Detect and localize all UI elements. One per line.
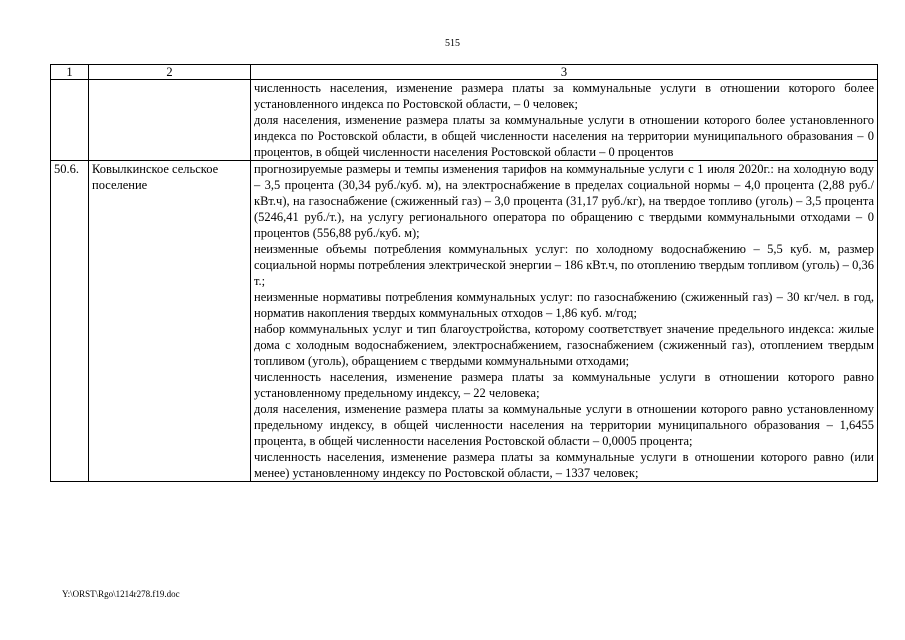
paragraph: численность населения, изменение размера платы за коммунальные услуги в отношении которого равно установленному предельному индексу, – 22 человека; xyxy=(254,370,874,400)
settlement-name xyxy=(89,80,251,161)
paragraph: доля населения, изменение размера платы за коммунальные услуги в отношении которого более установленного индекса по Ростовской области, в общей численности населения на территории муниципального образования – 0 процентов, в общей численности населения Ростовской области – 0 процентов xyxy=(254,113,874,159)
document-table xyxy=(50,64,878,482)
page-number: 515 xyxy=(445,38,460,49)
row-content xyxy=(251,80,878,161)
paragraph: доля населения, изменение размера платы за коммунальные услуги в отношении которого равно установленному предельному индексу, в общей численности населения на территории муниципального образования – 1,6455 процента, в общей численности населения Ростовской области – 0,0005 процента; xyxy=(254,402,874,448)
paragraph: неизменные нормативы потребления коммунальных услуг: по газоснабжению (сжиженный газ) – 30 кг/чел. в год, норматив накопления твердых коммунальных отходов – 1,86 куб. м/год; xyxy=(254,290,874,320)
row-number: 50.6. xyxy=(51,161,89,482)
paragraph: набор коммунальных услуг и тип благоустройства, которому соответствует значение предельного индекса: жилые дома с холодным водоснабжением, электроснабжением, газоснабжением (сжиженный газ), отоплением твердым топливом (уголь), обращением с твердыми коммунальными отходами; xyxy=(254,322,874,368)
table-row xyxy=(51,161,878,482)
file-path-footer: Y:\ORST\Rgo\1214r278.f19.doc xyxy=(62,589,180,599)
paragraph: численность населения, изменение размера платы за коммунальные услуги в отношении которого равно (или менее) установленному индексу по Ростовской области, – 1337 человек; xyxy=(254,450,874,480)
table-header-row xyxy=(51,65,878,80)
header-col-2: 2 xyxy=(89,65,251,80)
settlement-name: Ковылкинское сельское поселение xyxy=(89,161,251,482)
row-content xyxy=(251,161,878,482)
paragraph: численность населения, изменение размера платы за коммунальные услуги в отношении которого более установленного индекса по Ростовской области, – 0 человек; xyxy=(254,81,874,111)
table-row xyxy=(51,80,878,161)
header-col-1: 1 xyxy=(51,65,89,80)
paragraph: прогнозируемые размеры и темпы изменения тарифов на коммунальные услуги с 1 июля 2020г.: на холодную воду – 3,5 процента (30,34 руб./куб. м), на электроснабжение в пределах социальной нормы – 4,0 процента (2,88 руб./кВт.ч), на газоснабжение (сжиженный газ) – 3,0 процента (31,17 руб./кг), на твердое топливо (уголь) – 3,5 процента (5246,41 руб./т.), на услугу регионального оператора по обращению с твердыми коммунальными отходами – 0 процентов (556,88 руб./куб. м); xyxy=(254,162,874,240)
header-col-3: 3 xyxy=(251,65,878,80)
row-number xyxy=(51,80,89,161)
paragraph: неизменные объемы потребления коммунальных услуг: по холодному водоснабжению – 5,5 куб. м, размер социальной нормы потребления электрической энергии – 186 кВт.ч, по отоплению твердым топливом (уголь) – 0,36 т.; xyxy=(254,242,874,288)
